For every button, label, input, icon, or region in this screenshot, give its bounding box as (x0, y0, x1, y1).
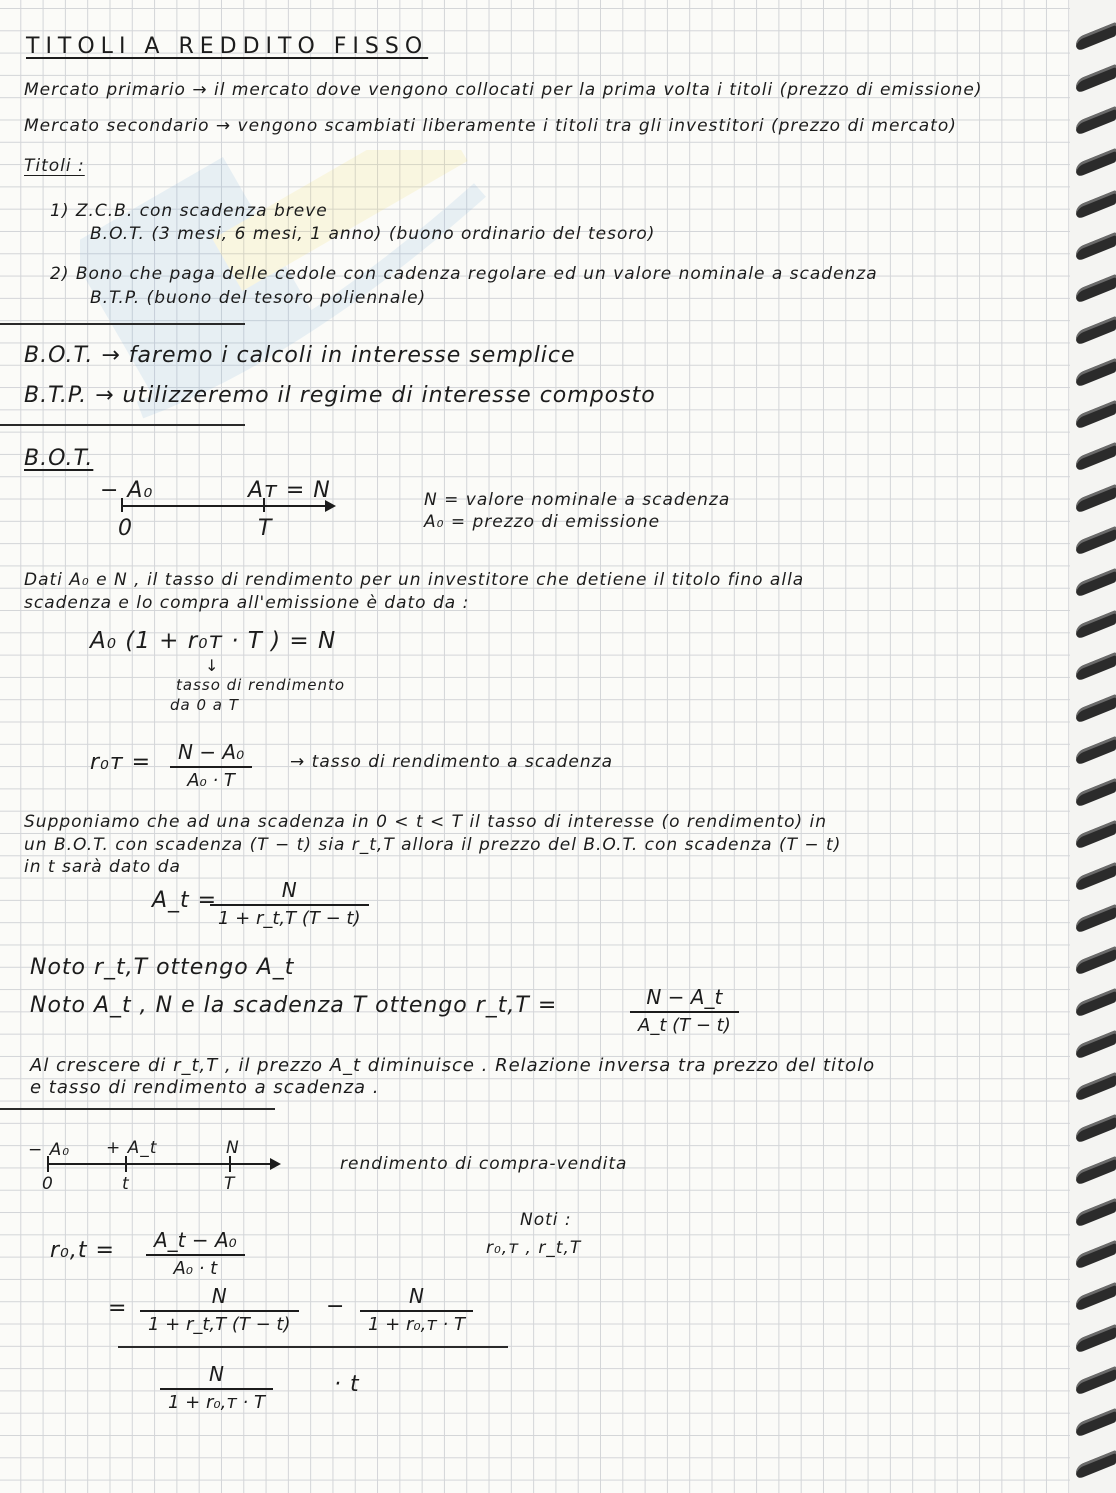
spiral-ring (1076, 1198, 1116, 1228)
timeline2-label-0: 0 (42, 1174, 54, 1194)
line-bot-definition: B.O.T. (3 mesi, 6 mesi, 1 anno) (buono ordinario del tesoro) (90, 224, 656, 244)
spiral-ring (1076, 484, 1116, 514)
line-bono: 2) Bono che paga delle cedole con cadenza regolare ed un valore nominale a scadenza (50, 264, 878, 284)
noti-label: Noti : (520, 1210, 572, 1230)
timeline-label-t: T (258, 516, 273, 541)
spiral-ring (1076, 694, 1116, 724)
spiral-ring (1076, 316, 1116, 346)
fraction-numerator: N − A_t (630, 985, 739, 1013)
titoli-heading: Titoli : (24, 156, 85, 176)
page-title: TITOLI A REDDITO FISSO (26, 34, 429, 59)
spiral-ring (1076, 1030, 1116, 1060)
r0t-note-text: tasso di rendimento a scadenza (311, 752, 613, 772)
arrow-down-icon: ↓ (205, 656, 220, 675)
spiral-ring (1076, 526, 1116, 556)
spiral-ring (1076, 1114, 1116, 1144)
spiral-ring (1076, 1408, 1116, 1438)
spiral-ring (1076, 1450, 1116, 1480)
fraction-denominator: A₀ · T (187, 770, 235, 791)
fraction-numerator: N (360, 1284, 473, 1312)
tasso-note-2: da 0 a T (170, 696, 239, 714)
separator (0, 1108, 275, 1110)
fraction-denominator: 1 + r_t,T (T − t) (148, 1314, 291, 1335)
spiral-ring (1076, 64, 1116, 94)
equation-bot-yield: A₀ (1 + r₀ᴛ · T ) = N (90, 628, 337, 654)
spiral-ring (1076, 1072, 1116, 1102)
r0t-note: → tasso di rendimento a scadenza (290, 752, 613, 772)
al-crescere-line-2: e tasso di rendimento a scadenza . (30, 1077, 380, 1098)
compravendita-label: rendimento di compra-vendita (340, 1154, 628, 1174)
fraction-numerator: N (140, 1284, 299, 1312)
spiral-ring (1076, 568, 1116, 598)
fraction-denominator: A₀ · t (173, 1258, 218, 1279)
timeline2-label-plus-at: + A_t (106, 1138, 158, 1158)
formula-at-fraction (210, 878, 369, 929)
dati-line-2: scadenza e lo compra all'emissione è dato da : (24, 593, 470, 613)
separator (0, 424, 245, 426)
noti-values: r₀,ᴛ , r_t,T (486, 1238, 582, 1258)
supp-line-1: Supponiamo che ad una scadenza in 0 < t < T il tasso di interesse (o rendimento) in (24, 812, 828, 832)
spiral-ring (1076, 148, 1116, 178)
fraction-numerator: N (210, 878, 369, 906)
spiral-ring (1076, 946, 1116, 976)
formula-rt-fraction (630, 985, 739, 1036)
spiral-ring (1076, 988, 1116, 1018)
spiral-ring (1076, 736, 1116, 766)
spiral-ring (1076, 862, 1116, 892)
formula-r0t-lhs: r₀ᴛ = (90, 750, 152, 775)
noto-line-1: Noto r_t,T ottengo A_t (30, 955, 295, 980)
formula-big-n1-fraction (140, 1284, 299, 1335)
spiral-ring (1076, 232, 1116, 262)
formula-at-lhs: A_t = (152, 888, 218, 913)
fraction-numerator: A_t − A₀ (146, 1228, 245, 1256)
spiral-ring (1076, 106, 1116, 136)
spiral-ring (1076, 1282, 1116, 1312)
formula-r0t2-lhs: r₀,t = (50, 1238, 115, 1263)
main-fraction-bar (118, 1346, 508, 1348)
line-bot-calcoli: B.O.T. → faremo i calcoli in interesse semplice (24, 343, 576, 368)
timeline2-label-n: N (226, 1138, 240, 1158)
spiral-ring (1076, 1366, 1116, 1396)
supp-line-2: un B.O.T. con scadenza (T − t) sia r_t,T allora il prezzo del B.O.T. con scadenza (T − t) (24, 835, 842, 855)
timeline-label-at-n: Aᴛ = N (248, 478, 331, 503)
timeline-label-minus-a0: − A₀ (100, 478, 154, 503)
fraction-denominator: 1 + r_t,T (T − t) (218, 908, 361, 929)
spiral-binding (1070, 0, 1116, 1493)
spiral-ring (1076, 1156, 1116, 1186)
spiral-ring (1076, 358, 1116, 388)
minus-sign: − (326, 1294, 346, 1319)
line-btp-calcoli: B.T.P. → utilizzeremo il regime di interesse composto (24, 383, 656, 408)
timeline2-label-t: t (122, 1174, 130, 1194)
spiral-ring (1076, 610, 1116, 640)
formula-big-n2-fraction (360, 1284, 473, 1335)
fraction-denominator: 1 + r₀,ᴛ · T (168, 1392, 265, 1413)
n-definition: N = valore nominale a scadenza (424, 490, 731, 510)
line-btp-definition: B.T.P. (buono del tesoro poliennale) (90, 288, 427, 308)
supp-line-3: in t sarà dato da (24, 857, 181, 877)
fraction-numerator: N (160, 1362, 273, 1390)
formula-r0t2-fraction (146, 1228, 245, 1279)
section-bot-heading: B.O.T. (24, 446, 94, 471)
line-zcb: 1) Z.C.B. con scadenza breve (50, 201, 328, 221)
dati-line-1: Dati A₀ e N , il tasso di rendimento per un investitore che detiene il titolo fino alla (24, 570, 805, 590)
spiral-ring (1076, 1240, 1116, 1270)
tasso-note-1: tasso di rendimento (176, 676, 346, 694)
timeline2-label-minus-a0: − A₀ (28, 1140, 71, 1160)
spiral-ring (1076, 778, 1116, 808)
spiral-ring (1076, 274, 1116, 304)
spiral-ring (1076, 1324, 1116, 1354)
spiral-ring (1076, 442, 1116, 472)
formula-r0t-fraction (170, 740, 252, 791)
spiral-ring (1076, 820, 1116, 850)
times-t: · t (334, 1372, 360, 1397)
fraction-denominator: A_t (T − t) (638, 1015, 731, 1036)
separator (0, 323, 245, 325)
line-mercato-primario: Mercato primario → il mercato dove vengono collocati per la prima volta i titoli (prezzo di emissione) (24, 80, 983, 100)
equals-sign: = (108, 1296, 128, 1321)
spiral-ring (1076, 652, 1116, 682)
al-crescere-line-1: Al crescere di r_t,T , il prezzo A_t diminuisce . Relazione inversa tra prezzo del titolo (30, 1055, 876, 1076)
formula-big-d-fraction (160, 1362, 273, 1413)
timeline-label-0: 0 (118, 516, 133, 541)
spiral-ring (1076, 190, 1116, 220)
spiral-ring (1076, 22, 1116, 52)
spiral-ring (1076, 400, 1116, 430)
fraction-denominator: 1 + r₀,ᴛ · T (368, 1314, 465, 1335)
line-mercato-secondario: Mercato secondario → vengono scambiati liberamente i titoli tra gli investitori (prezzo di mercato) (24, 116, 957, 136)
a0-definition: A₀ = prezzo di emissione (424, 512, 661, 532)
noto-line-2: Noto A_t , N e la scadenza T ottengo r_t,T = (30, 993, 558, 1018)
fraction-numerator: N − A₀ (170, 740, 252, 768)
spiral-ring (1076, 904, 1116, 934)
timeline2-label-T: T (224, 1174, 236, 1194)
